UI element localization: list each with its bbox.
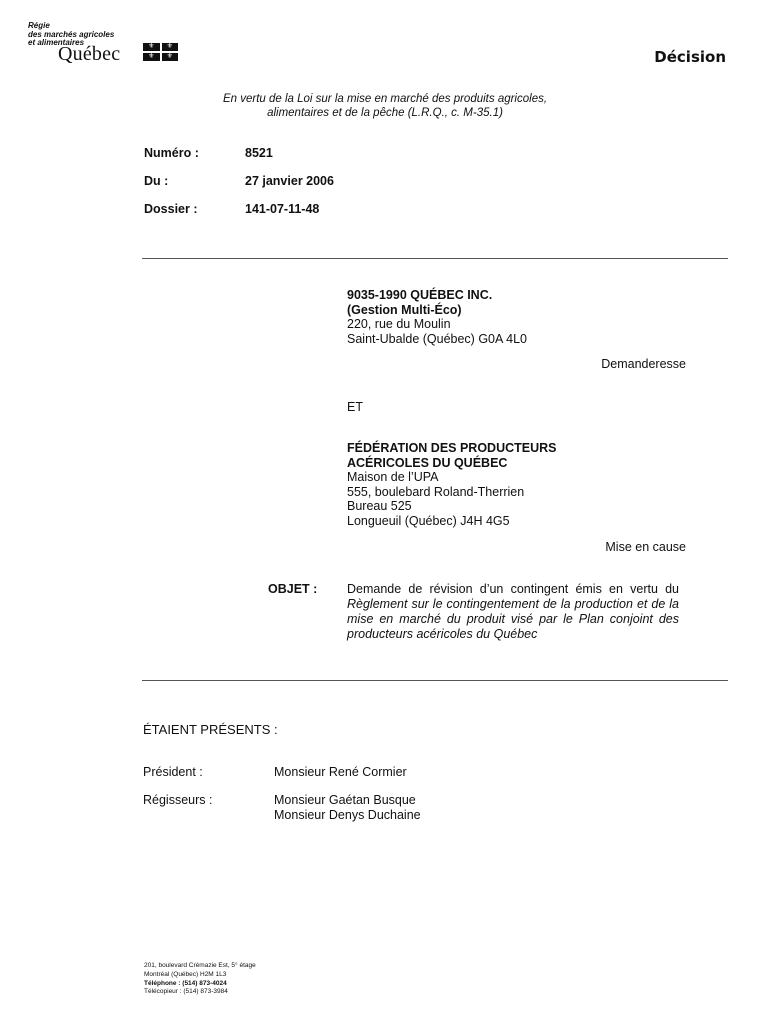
applicant-block: [347, 288, 527, 346]
agency-line-1: Régie: [28, 21, 50, 30]
numero-label: Numéro :: [144, 146, 199, 160]
objet-text-plain: Demande de révision d’un contingent émis en vertu du: [347, 582, 679, 596]
divider: [142, 258, 728, 259]
law-reference: [0, 92, 770, 120]
agency-line-2: des marchés agricoles: [28, 29, 115, 39]
fleur-de-lis-icon: ⚜: [143, 43, 160, 51]
respondent-name-1: FÉDÉRATION DES PRODUCTEURS: [347, 441, 557, 455]
respondent-block: [347, 441, 557, 528]
regisseurs-names: [274, 793, 421, 822]
respondent-address-1: Maison de l’UPA: [347, 470, 439, 484]
applicant-name: 9035-1990 QUÉBEC INC.: [347, 288, 493, 302]
law-reference-line-1: En vertu de la Loi sur la mise en marché des produits agricoles,: [222, 93, 548, 105]
objet-text-regulation: Règlement sur le contingentement de la production et de la mise en marché du produit visé par le Plan conjoint des producteurs acéricoles du Québec: [347, 597, 679, 641]
document-type: Décision: [654, 48, 726, 66]
regisseurs-label: Régisseurs :: [143, 793, 213, 807]
respondent-address-4: Longueuil (Québec) J4H 4G5: [347, 513, 510, 528]
respondent-name-2: ACÉRICOLES DU QUÉBEC: [347, 455, 508, 470]
footer-phone: Téléphone : (514) 873-4024: [144, 979, 227, 987]
quebec-wordmark: Québec: [58, 43, 121, 65]
fleur-de-lis-icon: ⚜: [162, 53, 179, 61]
numero-value: 8521: [245, 146, 273, 160]
applicant-role: Demanderesse: [601, 357, 686, 371]
agency-line-3: et alimentaires: [28, 38, 85, 47]
respondent-address-3: Bureau 525: [347, 499, 412, 513]
presents-title: ÉTAIENT PRÉSENTS :: [143, 722, 278, 737]
quebec-flag-icon: [143, 43, 178, 61]
respondent-role: Mise en cause: [605, 540, 686, 554]
dossier-value: 141-07-11-48: [245, 202, 320, 216]
regisseur-name: Monsieur Denys Duchaine: [274, 807, 421, 822]
footer-fax: Télécopieur : (514) 873-3984: [144, 988, 228, 996]
objet-label: OBJET :: [268, 582, 318, 596]
footer-city: Montréal (Québec) H2M 1L3: [144, 970, 227, 978]
footer-street: 201, boulevard Crémazie Est, 5° étage: [144, 962, 256, 969]
president-label: Président :: [143, 765, 203, 779]
respondent-address-2: 555, boulebard Roland-Therrien: [347, 484, 525, 499]
fleur-de-lis-icon: ⚜: [143, 53, 160, 61]
applicant-address-1: 220, rue du Moulin: [347, 317, 451, 331]
et-label: ET: [347, 400, 363, 414]
fleur-de-lis-icon: ⚜: [162, 43, 179, 51]
dossier-label: Dossier :: [144, 202, 198, 216]
date-value: 27 janvier 2006: [245, 174, 334, 188]
divider: [142, 680, 728, 681]
law-reference-line-2: alimentaires et de la pêche (L.R.Q., c. M-35.1): [267, 107, 503, 119]
applicant-alias: (Gestion Multi-Éco): [347, 302, 462, 317]
date-label: Du :: [144, 174, 169, 188]
applicant-address-2: Saint-Ubalde (Québec) G0A 4L0: [347, 331, 527, 346]
regisseur-name: Monsieur Gaétan Busque: [274, 793, 416, 807]
objet-text: [347, 582, 679, 642]
footer-address: [144, 962, 256, 997]
president-name: Monsieur René Cormier: [274, 765, 407, 779]
